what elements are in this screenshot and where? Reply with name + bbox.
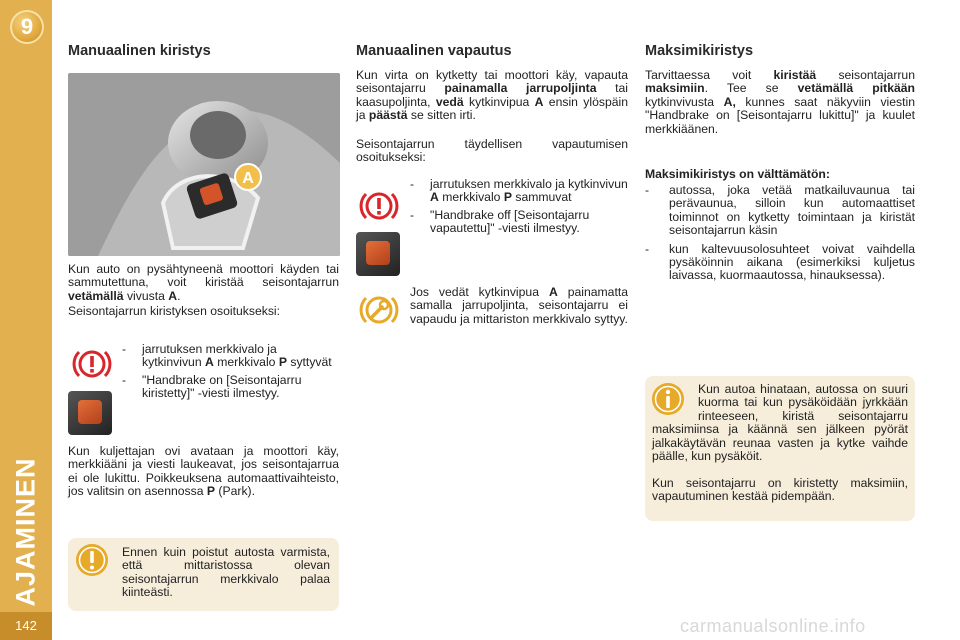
footer-watermark: carmanualsonline.info xyxy=(680,616,866,636)
section-title-vertical: AJAMINEN xyxy=(10,457,41,607)
parking-brake-photo xyxy=(68,73,340,256)
list-item: - jarrutuksen merkkivalo ja kytkinvivun A merkkivalo P sammuvat xyxy=(410,177,628,205)
list-item: - "Handbrake off [Seisontajarru vapautettu]" -viesti ilmestyy. xyxy=(410,207,590,236)
col1-indicator-list xyxy=(122,343,338,401)
col1-para3: Kun kuljettajan ovi avataan ja moottori käy, merkkiääni ja viesti laukeavat, jos seisontajarrua ei ole lukittu. Poikkeuksena automaattivaihteisto, jos valitsin on asennossa P (Park). xyxy=(68,444,339,499)
brake-alert-icon xyxy=(72,344,112,384)
heading-max-apply: Maksimikiristys xyxy=(645,43,754,59)
heading-manual-release: Manuaalinen vapautus xyxy=(356,43,512,59)
info-text-1: Kun autoa hinataan, autossa on suuri kuorma tai kun pysäköidään jyrkkään rinteeseen, kiristä seisontajarru maksimiinsa ja käännä sen jälkeen pyörät jalkakäytävän reunaa vasten ja kytke vaihde päälle, kun pysäköit. xyxy=(652,382,908,464)
info-text-2: Kun seisontajarru on kiristetty maksimiin, vapautuminen kestää pidempään. xyxy=(652,476,908,504)
marker-a-label: A xyxy=(242,170,254,187)
service-wrench-icon xyxy=(359,290,399,330)
page-number: 142 xyxy=(0,612,52,640)
chapter-number-badge: 9 xyxy=(10,10,44,44)
col2-indicator-list xyxy=(410,178,628,236)
list-item: - kun kaltevuusolosuhteet voivat vaihdella pysäköinnin aikana (esimerkiksi kuljetus laivassa, kuormaautossa, hinauksessa). xyxy=(645,241,915,283)
col1-para2: Seisontajarrun kiristyksen osoitukseksi: xyxy=(68,304,281,318)
col3-list xyxy=(645,184,915,283)
list-item: - jarrutuksen merkkivalo ja kytkinvivun A merkkivalo P syttyvät xyxy=(122,342,332,370)
warning-text: Ennen kuin poistut autosta varmista, että mittaristossa olevan seisontajarrun merkkivalo palaa kiinteästi. xyxy=(122,545,330,600)
col2-para2: Seisontajarrun täydellisen vapautumisen osoitukseksi: xyxy=(356,137,628,165)
col2-para3: Jos vedät kytkinvipua A painamatta samalla jarrupoljinta, seisontajarru ei vapaudu ja mittariston merkkivalo syttyy. xyxy=(410,285,629,326)
list-item: - "Handbrake on [Seisontajarru kiristetty]" -viesti ilmestyy. xyxy=(122,372,302,401)
col3-para1: Tarvittaessa voit kiristää seisontajarrun maksimiin. Tee se vetämällä pitkään kytkinvivusta A, kunnes saat näkyviin viestin "Handbrake on [Seisontajarru lukittu]" ja kuulet merkkiäänen. xyxy=(645,68,915,136)
parking-switch-off-icon xyxy=(356,232,400,276)
heading-manual-apply: Manuaalinen kiristys xyxy=(68,43,211,59)
brake-alert-icon xyxy=(359,186,399,226)
parking-switch-on-icon xyxy=(68,391,112,435)
warning-icon xyxy=(74,542,110,578)
col3-subheading: Maksimikiristys on välttämätön: xyxy=(645,167,830,181)
col2-para1: Kun virta on kytketty tai moottori käy, vapauta seisontajarru painamalla jarrupoljinta tai kaasupoljinta, vedä kytkinvipua A ensin ylöspäin ja päästä se sitten irti. xyxy=(356,68,628,123)
list-item: - autossa, joka vetää matkailuvaunua tai perävaunua, silloin kun automaattiset toiminnot on kytketty toimintaan ja kiristät seisontajarrun käsin xyxy=(645,183,915,238)
col1-para1: Kun auto on pysähtyneenä moottori käyden tai sammutettuna, voit kiristää seisontajarrun vetämällä vivusta A. xyxy=(68,262,339,303)
console-illustration xyxy=(68,73,340,256)
